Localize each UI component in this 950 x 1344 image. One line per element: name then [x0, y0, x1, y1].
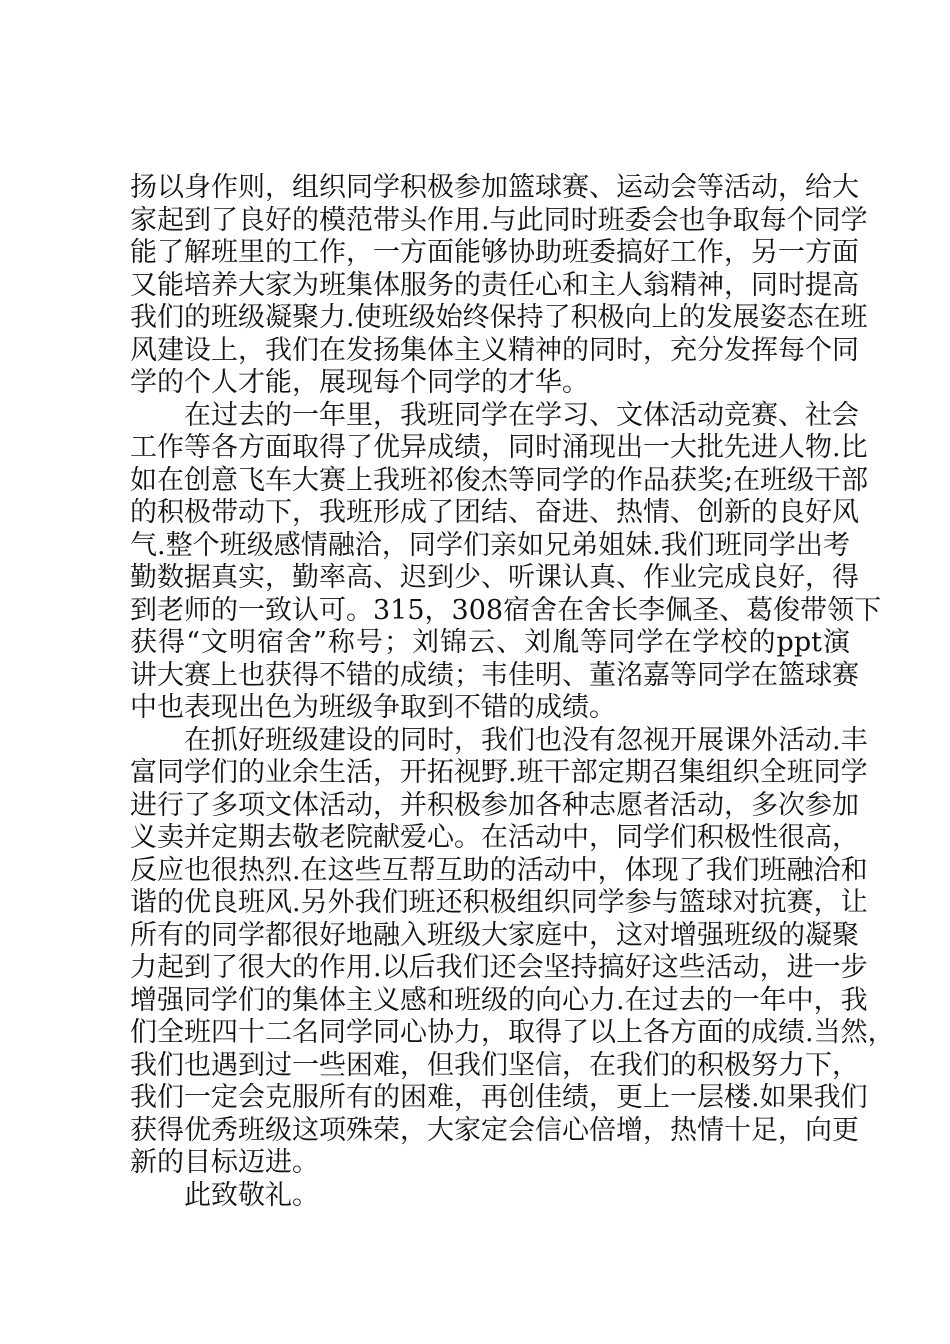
text-line: 中也表现出色为班级争取到不错的成绩。 — [130, 692, 616, 723]
text-line: 进行了多项文体活动，并积极参加各种志愿者活动，多次参加 — [130, 789, 859, 821]
text-line: 我们一定会克服所有的困难，再创佳绩，更上一层楼.如果我们 — [130, 1082, 868, 1113]
text-line: 力起到了很大的作用.以后我们还会坚持搞好这些活动，进一步 — [130, 952, 868, 983]
text-line: 讲大赛上也获得不错的成绩；韦佳明、董洺嘉等同学在篮球赛 — [130, 659, 859, 691]
paragraph-closing — [130, 1180, 850, 1213]
text-line: 我们也遇到过一些困难，但我们坚信，在我们的积极努力下， — [130, 1049, 859, 1081]
text-line: 又能培养大家为班集体服务的责任心和主人翁精神，同时提高 — [130, 269, 859, 301]
text-line: 风建设上，我们在发扬集体主义精神的同时，充分发挥每个同 — [130, 334, 859, 366]
text-line: 富同学们的业余生活，开拓视野.班干部定期召集组织全班同学 — [130, 757, 868, 788]
text-line: 学的个人才能，展现每个同学的才华。 — [130, 367, 589, 398]
text-line: 勤数据真实，勤率高、迟到少、听课认真、作业完成良好，得 — [130, 562, 859, 593]
text-line: 们全班四十二名同学同心协力，取得了以上各方面的成绩.当然， — [130, 1017, 895, 1048]
text-line: 扬以身作则，组织同学积极参加篮球赛、运动会等活动，给大 — [130, 172, 859, 203]
text-line: 在抓好班级建设的同时，我们也没有忽视开展课外活动.丰 — [184, 724, 868, 756]
text-line: 获得“文明宿舍”称号；刘锦云、刘胤等同学在学校的ppt演 — [130, 627, 850, 658]
document-body — [130, 172, 895, 1212]
paragraph-1 — [130, 172, 868, 400]
text-line: 反应也很热烈.在这些互帮互助的活动中，体现了我们班融洽和 — [130, 854, 868, 886]
text-line: 义卖并定期去敬老院献爱心。在活动中，同学们积极性很高， — [130, 822, 859, 853]
text-line: 获得优秀班级这项殊荣，大家定会信心倍增，热情十足，向更 — [130, 1114, 859, 1146]
closing-line: 此致敬礼。 — [184, 1179, 319, 1211]
text-line: 新的目标迈进。 — [130, 1147, 319, 1178]
text-line: 气.整个班级感情融洽，同学们亲如兄弟姐妹.我们班同学出考 — [130, 529, 850, 561]
text-line: 到老师的一致认可。315，308宿舍在舍长李佩圣、葛俊带领下 — [130, 594, 882, 626]
paragraph-3 — [130, 724, 895, 1180]
text-line: 所有的同学都很好地融入班级大家庭中，这对增强班级的凝聚 — [130, 919, 859, 951]
text-line: 增强同学们的集体主义感和班级的向心力.在过去的一年中，我 — [130, 984, 868, 1016]
text-line: 的积极带动下，我班形成了团结、奋进、热情、创新的良好风 — [130, 497, 859, 528]
text-line: 工作等各方面取得了优异成绩，同时涌现出一大批先进人物.比 — [130, 432, 868, 463]
text-line: 家起到了良好的模范带头作用.与此同时班委会也争取每个同学 — [130, 204, 868, 236]
text-line: 能了解班里的工作，一方面能够协助班委搞好工作，另一方面 — [130, 237, 859, 268]
text-line: 如在创意飞车大赛上我班祁俊杰等同学的作品获奖;在班级干部 — [130, 464, 869, 496]
text-line: 在过去的一年里，我班同学在学习、文体活动竞赛、社会 — [184, 399, 859, 431]
text-line: 我们的班级凝聚力.使班级始终保持了积极向上的发展姿态在班 — [130, 302, 868, 333]
text-line: 谐的优良班风.另外我们班还积极组织同学参与篮球对抗赛，让 — [130, 887, 868, 918]
paragraph-2 — [130, 399, 882, 725]
